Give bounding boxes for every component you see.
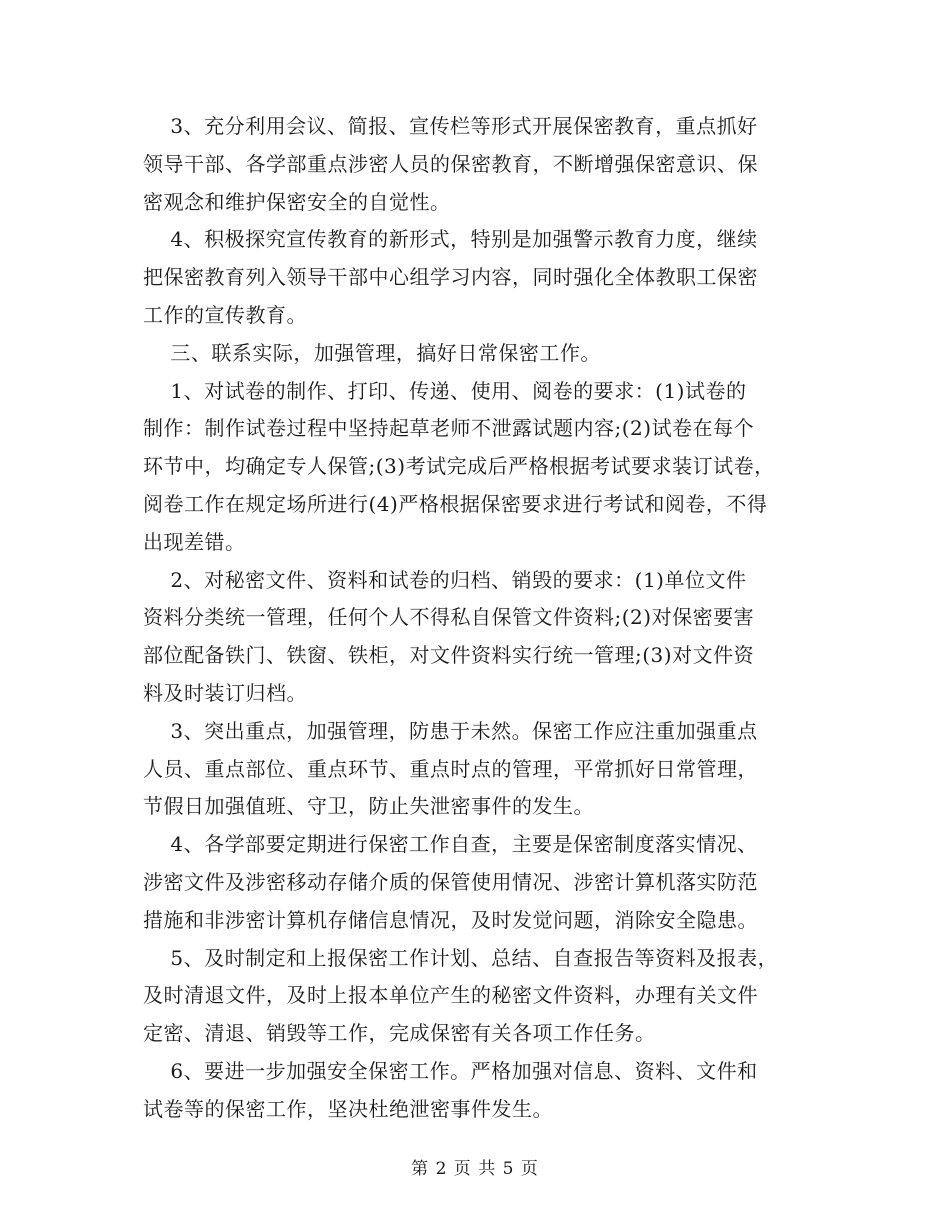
- text-line: 制作：制作试卷过程中坚持起草老师不泄露试题内容;(2)试卷在每个: [143, 416, 755, 441]
- text-line: 把保密教育列入领导干部中心组学习内容，同时强化全体教职工保密: [143, 265, 758, 290]
- page-number: 第 2 页 共 5 页: [411, 1159, 539, 1179]
- paragraph: [143, 108, 813, 221]
- text-line: 领导干部、各学部重点涉密人员的保密教育，不断增强保密意识、保: [143, 151, 758, 176]
- text-line: 3、充分利用会议、简报、宣传栏等形式开展保密教育，重点抓好: [143, 114, 758, 138]
- paragraph: [143, 826, 813, 939]
- text-line: 节假日加强值班、守卫，防止失泄密事件的发生。: [143, 794, 594, 819]
- text-line: 人员、重点部位、重点环节、重点时点的管理，平常抓好日常管理，: [143, 756, 758, 781]
- text-line: 资料分类统一管理，任何个人不得私自保管文件资料;(2)对保密要害: [143, 605, 755, 630]
- text-line: 环节中，均确定专人保管;(3)考试完成后严格根据考试要求装订试卷，: [143, 454, 775, 479]
- text-line: 三、联系实际，加强管理，搞好日常保密工作。: [143, 340, 601, 365]
- paragraph: [143, 940, 813, 1053]
- text-line: 4、积极探究宣传教育的新形式，特别是加强警示教育力度，继续: [143, 227, 758, 252]
- text-line: 6、要进一步加强安全保密工作。严格加强对信息、资料、文件和: [143, 1058, 758, 1083]
- text-line: 料及时装订归档。: [143, 680, 307, 705]
- text-line: 措施和非涉密计算机存储信息情况，及时发觉问题，消除安全隐患。: [143, 907, 758, 932]
- text-line: 5、及时制定和上报保密工作计划、总结、自查报告等资料及报表，: [143, 945, 779, 970]
- text-line: 出现差错。: [143, 529, 246, 554]
- paragraph: [143, 335, 813, 373]
- text-line: 4、各学部要定期进行保密工作自查，主要是保密制度落实情况、: [143, 832, 758, 857]
- text-line: 工作的宣传教育。: [143, 302, 307, 327]
- document-body: [143, 108, 813, 1129]
- paragraph: [143, 562, 813, 713]
- text-line: 2、对秘密文件、资料和试卷的归档、销毁的要求：(1)单位文件: [143, 567, 747, 592]
- text-line: 阅卷工作在规定场所进行(4)严格根据保密要求进行考试和阅卷，不得: [143, 491, 768, 516]
- paragraph: [143, 373, 813, 562]
- paragraph: [143, 221, 813, 334]
- text-line: 涉密文件及涉密移动存储介质的保管使用情况、涉密计算机落实防范: [143, 869, 758, 894]
- text-line: 定密、清退、销毁等工作，完成保密有关各项工作任务。: [143, 1021, 656, 1046]
- text-line: 部位配备铁门、铁窗、铁柜，对文件资料实行统一管理;(3)对文件资: [143, 643, 755, 668]
- text-line: 1、对试卷的制作、打印、传递、使用、阅卷的要求：(1)试卷的: [143, 378, 747, 403]
- paragraph: [143, 1053, 813, 1129]
- text-line: 密观念和维护保密安全的自觉性。: [143, 189, 451, 214]
- text-line: 及时清退文件，及时上报本单位产生的秘密文件资料，办理有关文件: [143, 983, 758, 1008]
- paragraph: [143, 713, 813, 826]
- text-line: 试卷等的保密工作，坚决杜绝泄密事件发生。: [143, 1096, 553, 1121]
- text-line: 3、突出重点，加强管理，防患于未然。保密工作应注重加强重点: [143, 718, 758, 743]
